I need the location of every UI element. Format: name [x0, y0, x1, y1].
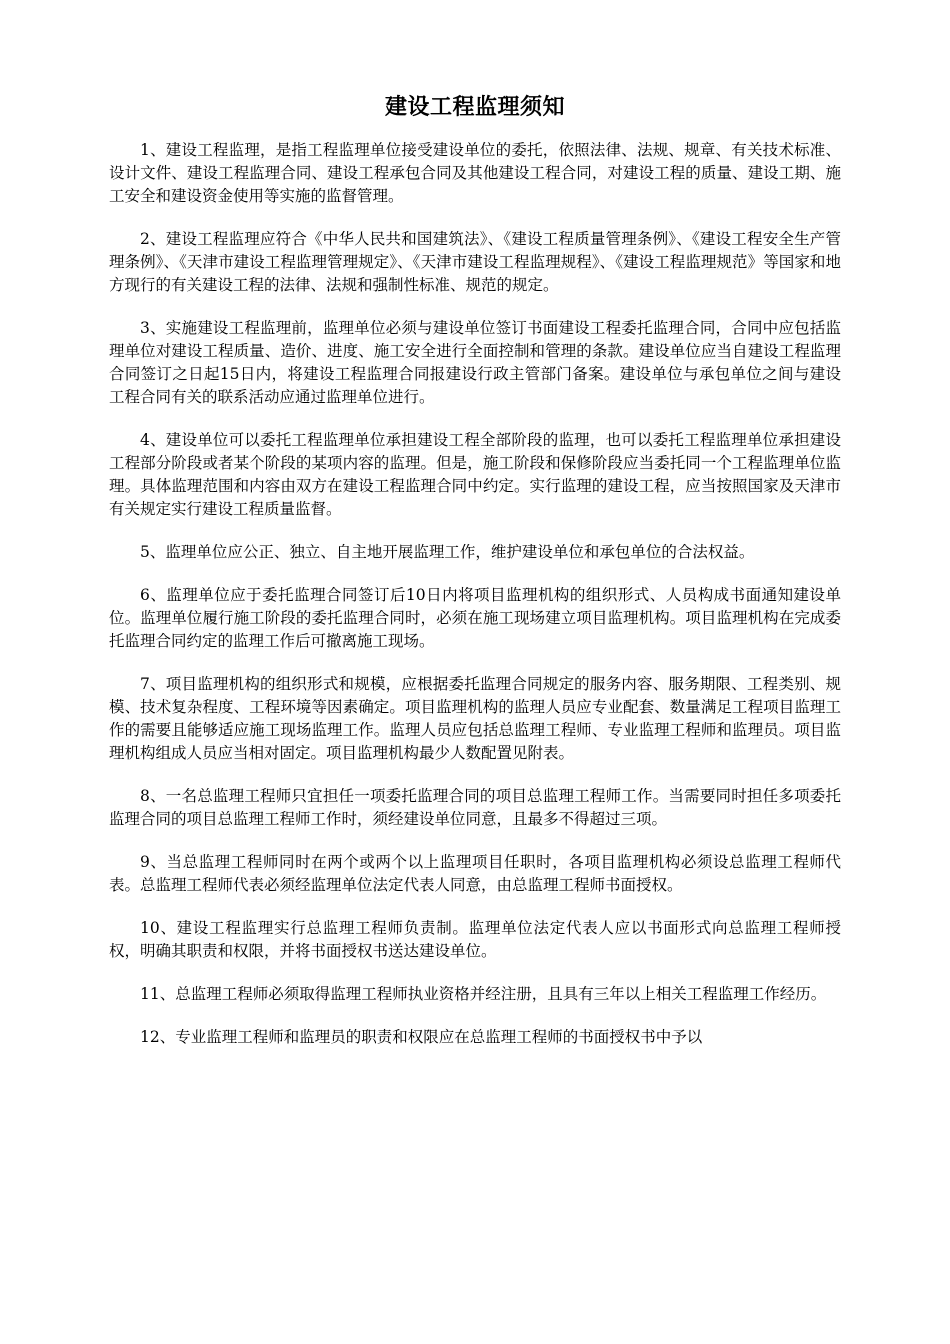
paragraph-6: 6、监理单位应于委托监理合同签订后10日内将项目监理机构的组织形式、人员构成书面通知建设单位。监理单位履行施工阶段的委托监理合同时，必须在施工现场建立项目监理机构。项目监理机构在完成委托监理合同约定的监理工作后可撤离施工现场。: [109, 586, 841, 650]
paragraph-3: 3、实施建设工程监理前，监理单位必须与建设单位签订书面建设工程委托监理合同，合同中应包括监理单位对建设工程质量、造价、进度、施工安全进行全面控制和管理的条款。建设单位应当自建设工程监理合同签订之日起15日内，将建设工程监理合同报建设行政主管部门备案。建设单位与承包单位之间与建设工程合同有关的联系活动应通过监理单位进行。: [109, 319, 841, 406]
paragraph-9: 9、当总监理工程师同时在两个或两个以上监理项目任职时，各项目监理机构必须设总监理工程师代表。总监理工程师代表必须经监理单位法定代表人同意，由总监理工程师书面授权。: [109, 853, 841, 894]
paragraph-7: 7、项目监理机构的组织形式和规模，应根据委托监理合同规定的服务内容、服务期限、工程类别、规模、技术复杂程度、工程环境等因素确定。项目监理机构的监理人员应专业配套、数量满足工程项目监理工作的需要且能够适应施工现场监理工作。监理人员应包括总监理工程师、专业监理工程师和监理员。项目监理机构组成人员应当相对固定。项目监理机构最少人数配置见附表。: [109, 675, 841, 762]
paragraph-4: 4、建设单位可以委托工程监理单位承担建设工程全部阶段的监理，也可以委托工程监理单位承担建设工程部分阶段或者某个阶段的某项内容的监理。但是，施工阶段和保修阶段应当委托同一个工程监理单位监理。具体监理范围和内容由双方在建设工程监理合同中约定。实行监理的建设工程，应当按照国家及天津市有关规定实行建设工程质量监督。: [109, 431, 841, 518]
paragraph-8: 8、一名总监理工程师只宜担任一项委托监理合同的项目总监理工程师工作。当需要同时担任多项委托监理合同的项目总监理工程师工作时，须经建设单位同意，且最多不得超过三项。: [109, 787, 841, 828]
document-title: 建设工程监理须知: [384, 94, 565, 120]
paragraph-5: 5、监理单位应公正、独立、自主地开展监理工作，维护建设单位和承包单位的合法权益。: [140, 543, 755, 561]
paragraph-11: 11、总监理工程师必须取得监理工程师执业资格并经注册，且具有三年以上相关工程监理工作经历。: [140, 985, 827, 1003]
paragraph-12: 12、专业监理工程师和监理员的职责和权限应在总监理工程师的书面授权书中予以: [140, 1028, 703, 1046]
paragraph-10: 10、建设工程监理实行总监理工程师负责制。监理单位法定代表人应以书面形式向总监理工程师授权，明确其职责和权限，并将书面授权书送达建设单位。: [109, 919, 841, 960]
paragraph-2: 2、建设工程监理应符合《中华人民共和国建筑法》、《建设工程质量管理条例》、《建设工程安全生产管理条例》、《天津市建设工程监理管理规定》、《天津市建设工程监理规程》、《建设工程监理规范》等国家和地方现行的有关建设工程的法律、法规和强制性标准、规范的规定。: [109, 230, 841, 294]
paragraph-1: 1、建设工程监理，是指工程监理单位接受建设单位的委托，依照法律、法规、规章、有关技术标准、设计文件、建设工程监理合同、建设工程承包合同及其他建设工程合同，对建设工程的质量、建设工期、施工安全和建设资金使用等实施的监督管理。: [109, 141, 841, 205]
document-page: [109, 92, 841, 1069]
